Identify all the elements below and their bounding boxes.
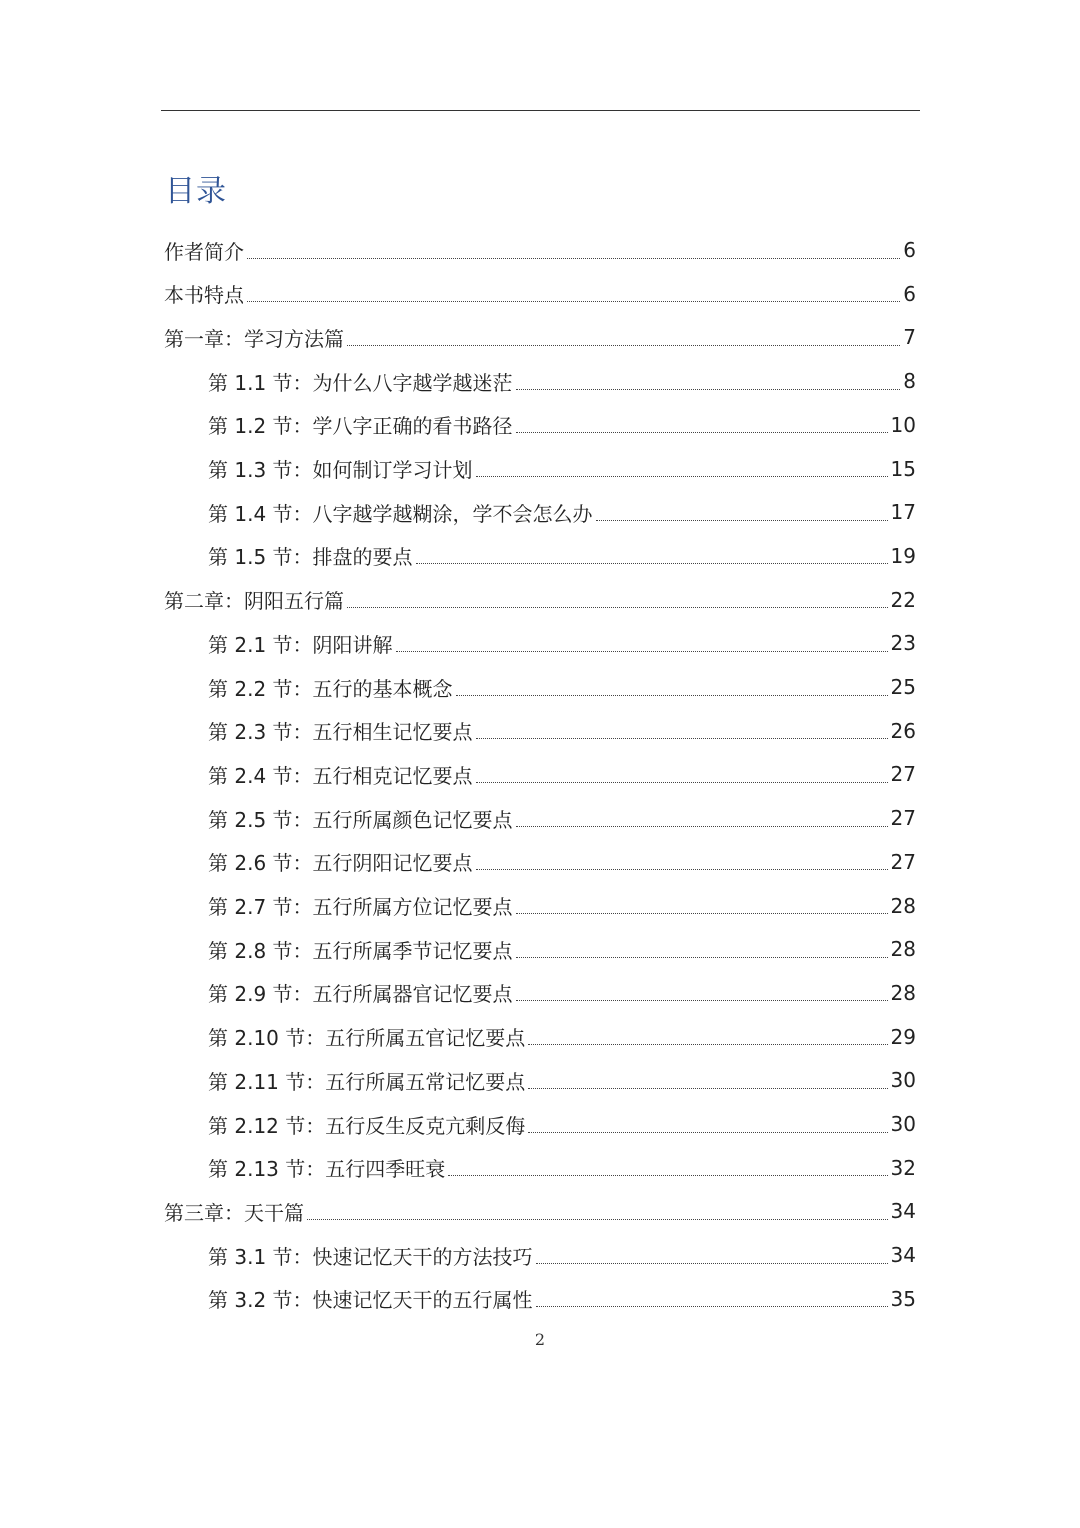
toc-entry-label: 第 2.1 节：阴阳讲解 [208,632,393,657]
toc-entry-page: 6 [903,281,916,306]
toc-entry-page: 6 [903,238,916,262]
toc-title: 目录 [165,174,227,209]
page-number: 2 [534,1330,546,1349]
toc-entry-page: 28 [890,893,916,918]
toc-dot-leader [516,990,888,1001]
toc-entry-chapter[interactable] [164,228,916,272]
toc-entry-page: 26 [890,718,916,743]
toc-dot-leader [476,772,888,783]
toc-entry-section[interactable] [208,971,916,1015]
toc-entry-section[interactable] [208,359,916,403]
toc-entry-section[interactable] [208,884,916,928]
toc-entry-page: 27 [890,849,916,874]
toc-entry-section[interactable] [208,1277,916,1321]
header-rule [161,110,920,111]
toc-entry-page: 10 [890,412,916,437]
toc-entry-label: 第 2.11 节：五行所属五常记忆要点 [208,1069,526,1094]
toc-entry-page: 7 [903,325,916,350]
toc-entry-label: 第 2.3 节：五行相生记忆要点 [208,720,473,745]
toc-entry-label: 第 2.13 节：五行四季旺衰 [208,1157,446,1182]
toc-entry-label: 第 3.2 节：快速记忆天干的五行属性 [208,1288,533,1313]
toc-entry-page: 34 [890,1199,916,1224]
toc-entry-page: 30 [890,1068,916,1093]
toc-dot-leader [247,248,900,259]
toc-entry-section[interactable] [208,534,916,578]
toc-dot-leader [596,510,888,521]
toc-dot-leader [476,859,888,870]
toc-entry-label: 第 2.10 节：五行所属五官记忆要点 [208,1026,526,1051]
toc-dot-leader [528,1078,887,1089]
toc-entry-chapter[interactable] [164,315,916,359]
toc-entry-label: 第 1.2 节：学八字正确的看书路径 [208,414,513,439]
toc-entry-page: 29 [890,1024,916,1049]
toc-entry-page: 23 [890,631,916,656]
toc-entry-section[interactable] [208,1146,916,1190]
toc-entry-page: 17 [890,500,916,525]
toc-entry-page: 34 [890,1243,916,1268]
toc-dot-leader [416,553,888,564]
toc-entry-chapter[interactable] [164,272,916,316]
toc-entry-page: 28 [890,980,916,1005]
toc-entry-label: 第 2.6 节：五行阴阳记忆要点 [208,851,473,876]
toc-entry-page: 15 [890,456,916,481]
toc-entry-chapter[interactable] [164,1189,916,1233]
toc-entry-section[interactable] [208,752,916,796]
toc-entry-label: 第二章：阴阳五行篇 [164,589,344,614]
toc-dot-leader [347,335,900,346]
toc-dot-leader [528,1122,887,1133]
toc-entry-page: 19 [890,543,916,568]
toc-entry-page: 28 [890,937,916,962]
toc-entry-section[interactable] [208,447,916,491]
toc-entry-page: 8 [903,369,916,394]
toc-dot-leader [516,903,888,914]
toc-dot-leader [516,422,888,433]
toc-dot-leader [516,816,888,827]
toc-entry-label: 作者简介 [164,239,244,264]
toc-entry-label: 第一章：学习方法篇 [164,326,344,351]
toc-dot-leader [347,597,888,608]
toc-dot-leader [307,1209,888,1220]
toc-entry-chapter[interactable] [164,578,916,622]
toc-entry-page: 32 [890,1155,916,1180]
toc-entry-label: 第 2.2 节：五行的基本概念 [208,676,453,701]
toc-entry-label: 第 3.1 节：快速记忆天干的方法技巧 [208,1244,533,1269]
toc-dot-leader [536,1296,888,1307]
toc-entry-page: 35 [890,1286,916,1311]
toc-entry-section[interactable] [208,621,916,665]
toc-entry-label: 第 2.7 节：五行所属方位记忆要点 [208,895,513,919]
toc-entry-label: 第 1.3 节：如何制订学习计划 [208,458,473,482]
toc-dot-leader [536,1253,888,1264]
toc-entry-section[interactable] [208,840,916,884]
toc-dot-leader [516,947,888,958]
toc-entry-section[interactable] [208,1233,916,1277]
toc-entry-section[interactable] [208,709,916,753]
toc-entry-section[interactable] [208,1102,916,1146]
toc-dot-leader [456,685,888,696]
toc-entry-section[interactable] [208,927,916,971]
toc-entry-section[interactable] [208,403,916,447]
toc-entry-label: 本书特点 [164,283,244,308]
toc-entry-section[interactable] [208,796,916,840]
toc-entry-section[interactable] [208,665,916,709]
toc-entry-label: 第 2.12 节：五行反生反克亢剩反侮 [208,1113,526,1138]
toc-dot-leader [476,728,888,739]
toc-entry-label: 第 2.4 节：五行相克记忆要点 [208,763,473,788]
toc-dot-leader [516,379,901,390]
toc-entry-section[interactable] [208,490,916,534]
toc-entry-label: 第 1.1 节：为什么八字越学越迷茫 [208,370,513,395]
toc-entry-page: 27 [890,806,916,831]
toc-entry-label: 第 1.4 节：八字越学越糊涂，学不会怎么办 [208,501,593,526]
toc-dot-leader [247,291,900,302]
toc-dot-leader [528,1034,887,1045]
toc-entry-section[interactable] [208,1058,916,1102]
toc-entry-page: 30 [890,1112,916,1136]
toc-entry-label: 第 2.8 节：五行所属季节记忆要点 [208,938,513,963]
toc-entry-page: 22 [890,587,916,612]
toc-entry-label: 第 1.5 节：排盘的要点 [208,545,413,570]
toc-entry-label: 第 2.5 节：五行所属颜色记忆要点 [208,807,513,832]
toc-entry-page: 25 [890,675,916,699]
toc-dot-leader [396,641,888,652]
toc-dot-leader [476,466,888,477]
toc-entry-section[interactable] [208,1015,916,1059]
toc-entry-label: 第 2.9 节：五行所属器官记忆要点 [208,982,513,1007]
toc-entry-page: 27 [890,762,916,787]
toc-dot-leader [448,1165,887,1176]
toc-entry-label: 第三章：天干篇 [164,1200,304,1225]
